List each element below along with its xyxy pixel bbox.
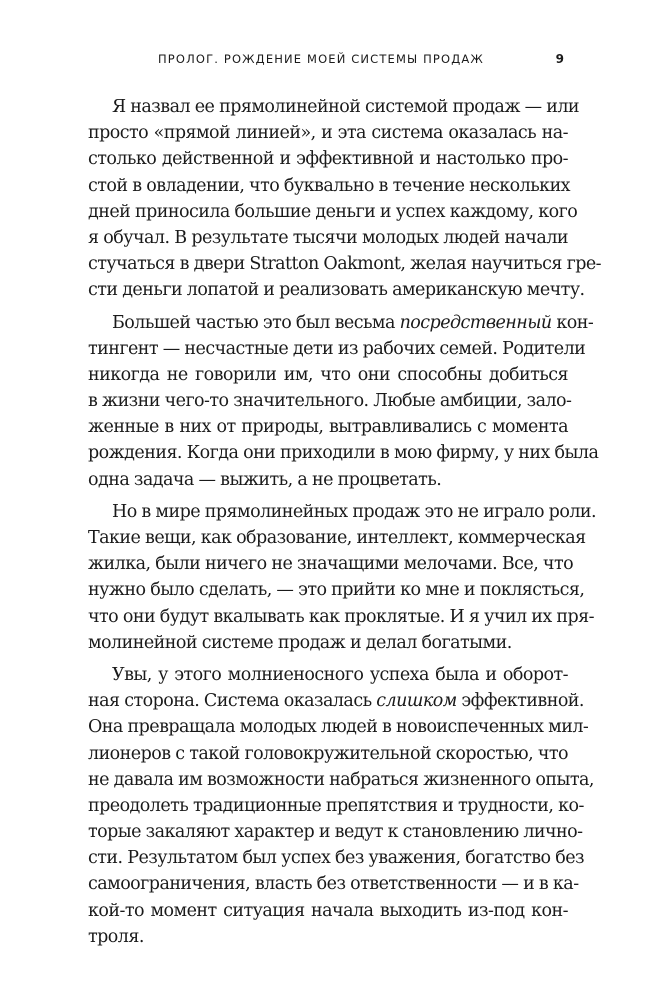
text-line (88, 94, 580, 120)
text-line (88, 440, 599, 466)
text-line (88, 310, 594, 336)
text-segment: стучаться в двери Stratton Oakmont, желая научиться гре- (88, 254, 602, 275)
text-line (88, 688, 584, 714)
text-line (88, 146, 568, 172)
text-line (88, 362, 568, 388)
text-line (88, 714, 589, 740)
text-line (88, 499, 597, 525)
text-line (88, 120, 568, 146)
text-line (88, 525, 586, 551)
text-line (88, 793, 584, 819)
text-line (88, 898, 568, 924)
text-line (88, 251, 602, 277)
text-segment: тингент — несчастные дети из рабочих семей. Родители (88, 338, 586, 359)
text-segment: эффективной. (456, 691, 584, 712)
text-segment: преодолеть традиционные препятствия и трудности, ко- (88, 795, 584, 816)
text-segment: Я назвал ее прямолинейной системой продаж — или (112, 97, 580, 117)
text-line (88, 630, 568, 656)
text-line (88, 741, 568, 767)
text-segment: Но в мире прямолинейных продаж это не играло роли. (112, 501, 597, 522)
text-line (88, 604, 595, 630)
text-line (88, 924, 568, 950)
body-text (88, 94, 602, 956)
text-segment: Она превращала молодых людей в новоиспеченных мил- (88, 717, 589, 738)
running-head (158, 52, 564, 68)
text-segment: жилка, были ничего не значащими мелочами. Все, что (88, 554, 574, 575)
text-segment: Большей частью это был весьма (112, 312, 400, 333)
text-line (88, 225, 568, 251)
text-segment: сти деньги лопатой и реализовать американскую мечту. (88, 280, 585, 301)
text-segment: ная сторона. Система оказалась (88, 691, 377, 712)
text-segment: я обучал. В результате тысячи молодых людей начали (88, 227, 568, 248)
text-segment: стой в овладении, что буквально в течение нескольких (88, 175, 570, 196)
text-segment: не давала им возможности набраться жизненного опыта, (88, 769, 594, 790)
text-line (88, 767, 594, 793)
text-segment: самоограничения, власть без ответственности — и в ка- (88, 874, 579, 895)
page-number: 9 (555, 52, 564, 66)
text-segment: что они будут вкалывать как проклятые. И я учил их пря- (88, 606, 595, 627)
text-segment: просто «прямой линией», и эта система оказалась на- (88, 123, 568, 144)
text-segment: в жизни чего-то значительного. Любые амбиции, зало- (88, 391, 572, 412)
text-line (88, 551, 574, 577)
text-line (88, 336, 586, 362)
text-line (88, 388, 572, 414)
text-line (88, 871, 579, 897)
text-segment: рождения. Когда они приходили в мою фирму, у них была (88, 443, 599, 464)
paragraph (88, 499, 597, 656)
text-segment: торые закаляют характер и ведут к становлению лично- (88, 822, 583, 843)
paragraph (88, 94, 602, 304)
text-segment: дней приносила большие деньги и успех каждому, кого (88, 201, 578, 222)
text-line (88, 819, 583, 845)
text-segment: кон- (551, 312, 594, 333)
text-segment: лионеров с такой головокружительной скоростью, что (88, 743, 568, 764)
text-segment: троля. (88, 926, 144, 947)
text-segment: Такие вещи, как образование, интеллект, коммерческая (88, 528, 586, 548)
emphasis-text: слишком (376, 691, 457, 712)
text-line (88, 199, 578, 225)
text-segment: сти. Результатом был успех без уважения, богатство без (88, 848, 585, 869)
text-line (88, 277, 585, 303)
paragraph (88, 310, 599, 493)
text-segment: никогда не говорили им, что они способны добиться (88, 364, 568, 385)
text-segment: нужно было сделать, — это прийти ко мне и поклясться, (88, 580, 585, 601)
emphasis-text: посредственный (399, 312, 552, 333)
text-line (88, 662, 568, 688)
text-segment: кой-то момент ситуация начала выходить из-под кон- (88, 900, 568, 921)
text-segment: Увы, у этого молниеносного успеха была и оборот- (112, 664, 568, 685)
text-segment: одна задача — выжить, а не процветать. (88, 469, 442, 490)
text-line (88, 577, 585, 603)
text-line (88, 845, 585, 871)
chapter-title: ПРОЛОГ. РОЖДЕНИЕ МОЕЙ СИСТЕМЫ ПРОДАЖ (158, 52, 484, 66)
paragraph (88, 662, 594, 950)
text-line (88, 467, 568, 493)
text-segment: молинейной системе продаж и делал богатыми. (88, 632, 512, 653)
text-line (88, 173, 568, 199)
text-line (88, 414, 568, 440)
text-segment: женные в них от природы, вытравливались с момента (88, 417, 568, 438)
text-segment: столько действенной и эффективной и настолько про- (88, 149, 568, 170)
